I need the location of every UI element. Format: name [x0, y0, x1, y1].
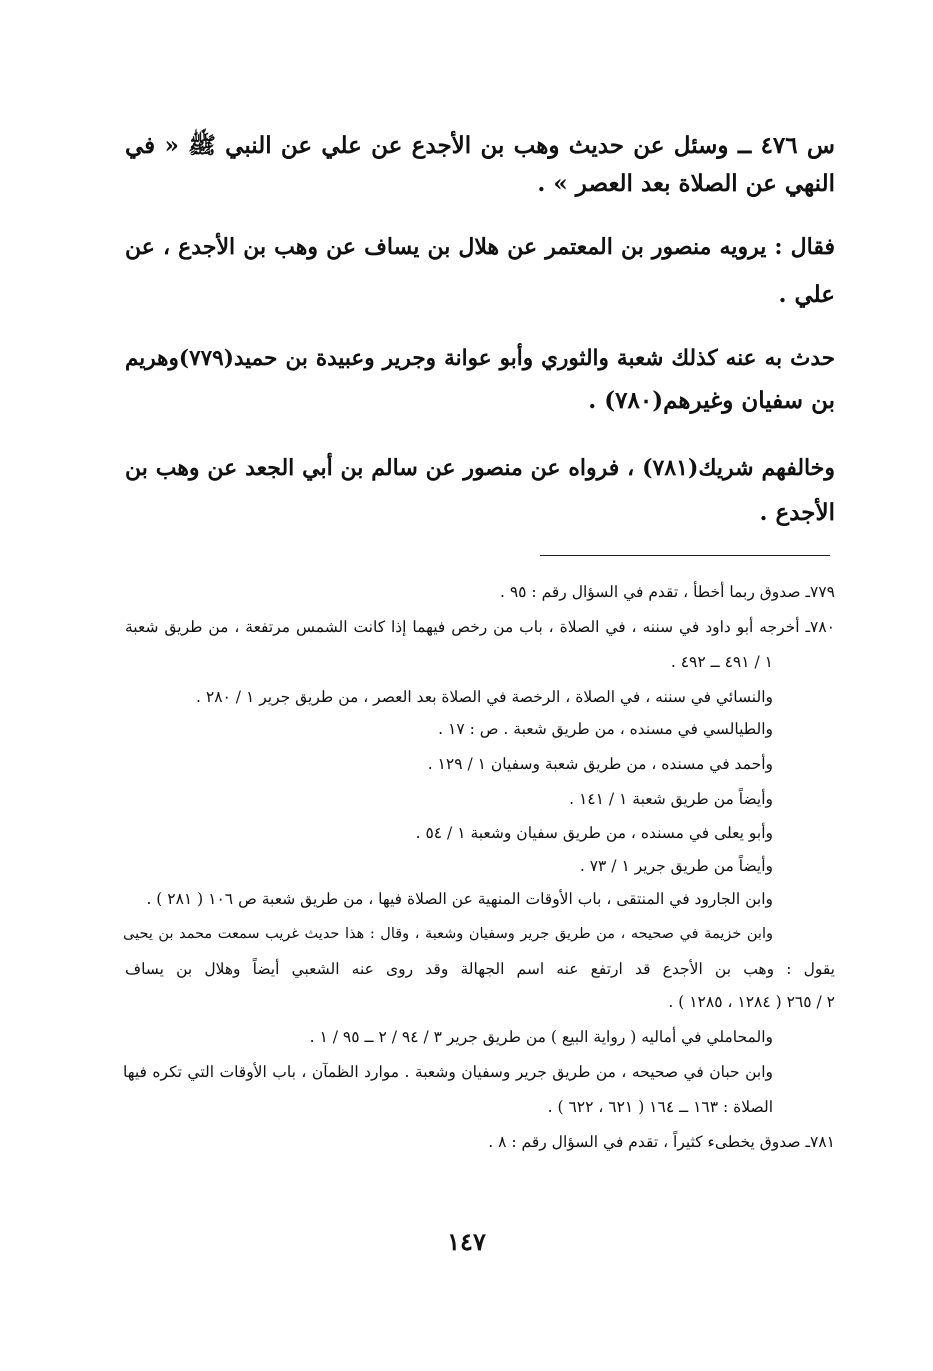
- footnote-780-line: وأبو يعلى في مسنده ، من طريق سفيان وشعبة ١ / ٥٤ .: [415, 824, 773, 842]
- question-line-2: النهي عن الصلاة بعد العصر » .: [537, 170, 835, 197]
- footnote-780-line: ٧٨٠ـ أخرجه أبو داود في سننه ، في الصلاة ، باب من رخص فيهما إذا كانت الشمس مرتفعة ، من طريق شعبة: [125, 618, 835, 636]
- footnote-780-line: الصلاة : ١٦٣ ــ ١٦٤ ( ٦٢١ ، ٦٢٢ ) .: [547, 1098, 773, 1116]
- answer-line-1: فقال : يرويه منصور بن المعتمر عن هلال بن يساف عن وهب بن الأجدع ، عن: [125, 234, 835, 260]
- narrators-line-1: حدث به عنه كذلك شعبة والثوري وأبو عوانة وجرير وعبيدة بن حميد(٧٧٩)وهريم: [125, 346, 835, 371]
- footnote-781: ٧٨١ـ صدوق يخطىء كثيراً ، تقدم في السؤال رقم : ٨ .: [488, 1133, 835, 1151]
- narrators-line-2: بن سفيان وغيرهم(٧٨٠) .: [588, 387, 835, 414]
- footnote-779: ٧٧٩ـ صدوق ربما أخطأ ، تقدم في السؤال رقم : ٩٥ .: [499, 583, 835, 601]
- footnote-780-line: وأحمد في مسنده ، من طريق شعبة وسفيان ١ / ١٢٩ .: [427, 755, 773, 773]
- dissent-line-1: وخالفهم شريك(٧٨١) ، فرواه عن منصور عن سالم بن أبي الجعد عن وهب بن: [125, 455, 835, 481]
- footnote-780-line: وابن خزيمة في صحيحه ، من طريق جرير وسفيان وشعبة ، وقال : هذا حديث غريب سمعت محمد بن يحيى: [123, 926, 773, 942]
- footnote-780-line: وابن الجارود في المنتقى ، باب الأوقات المنهية عن الصلاة فيها ، من طريق شعبة ص ١٠٦ ( ٢٨١ ) .: [146, 890, 773, 908]
- footnote-780-line: ١ / ٤٩١ ــ ٤٩٢ .: [670, 653, 773, 671]
- footnote-780-line: وأيضاً من طريق شعبة ١ / ١٤١ .: [569, 790, 773, 808]
- footnote-780-line: والنسائي في سننه ، في الصلاة ، الرخصة في الصلاة بعد العصر ، من طريق جرير ١ / ٢٨٠ .: [196, 688, 773, 706]
- footnote-780-line: ٢ / ٢٦٥ ( ١٢٨٤ ، ١٢٨٥ ) .: [668, 993, 835, 1011]
- footnote-780-line: وابن حبان في صحيحه ، من طريق جرير وسفيان وشعبة . موارد الظمآن ، باب الأوقات التي تكره فيها: [123, 1063, 773, 1081]
- footnote-780-line: يقول : وهب بن الأجدع قد ارتفع عنه اسم الجهالة وقد روى عنه الشعبي أيضاً وهلال بن يساف: [125, 960, 835, 978]
- question-line-1: س ٤٧٦ ــ وسئل عن حديث وهب بن الأجدع عن علي عن النبي ﷺ « في: [125, 132, 835, 159]
- dissent-line-2: الأجدع .: [759, 499, 835, 526]
- footnote-780-line: والطيالسي في مسنده ، من طريق شعبة . ص : ١٧ .: [438, 720, 773, 738]
- footnote-separator: [540, 555, 830, 556]
- footnote-780-line: والمحاملي في أماليه ( رواية البيع ) من طريق جرير ٣ / ٩٤ / ٢ ــ ٩٥ / ١ .: [309, 1028, 773, 1046]
- page-number: ١٤٧: [447, 1227, 486, 1256]
- footnote-780-line: وأيضاً من طريق جرير ١ / ٧٣ .: [579, 857, 773, 875]
- answer-line-2: علي .: [778, 281, 835, 308]
